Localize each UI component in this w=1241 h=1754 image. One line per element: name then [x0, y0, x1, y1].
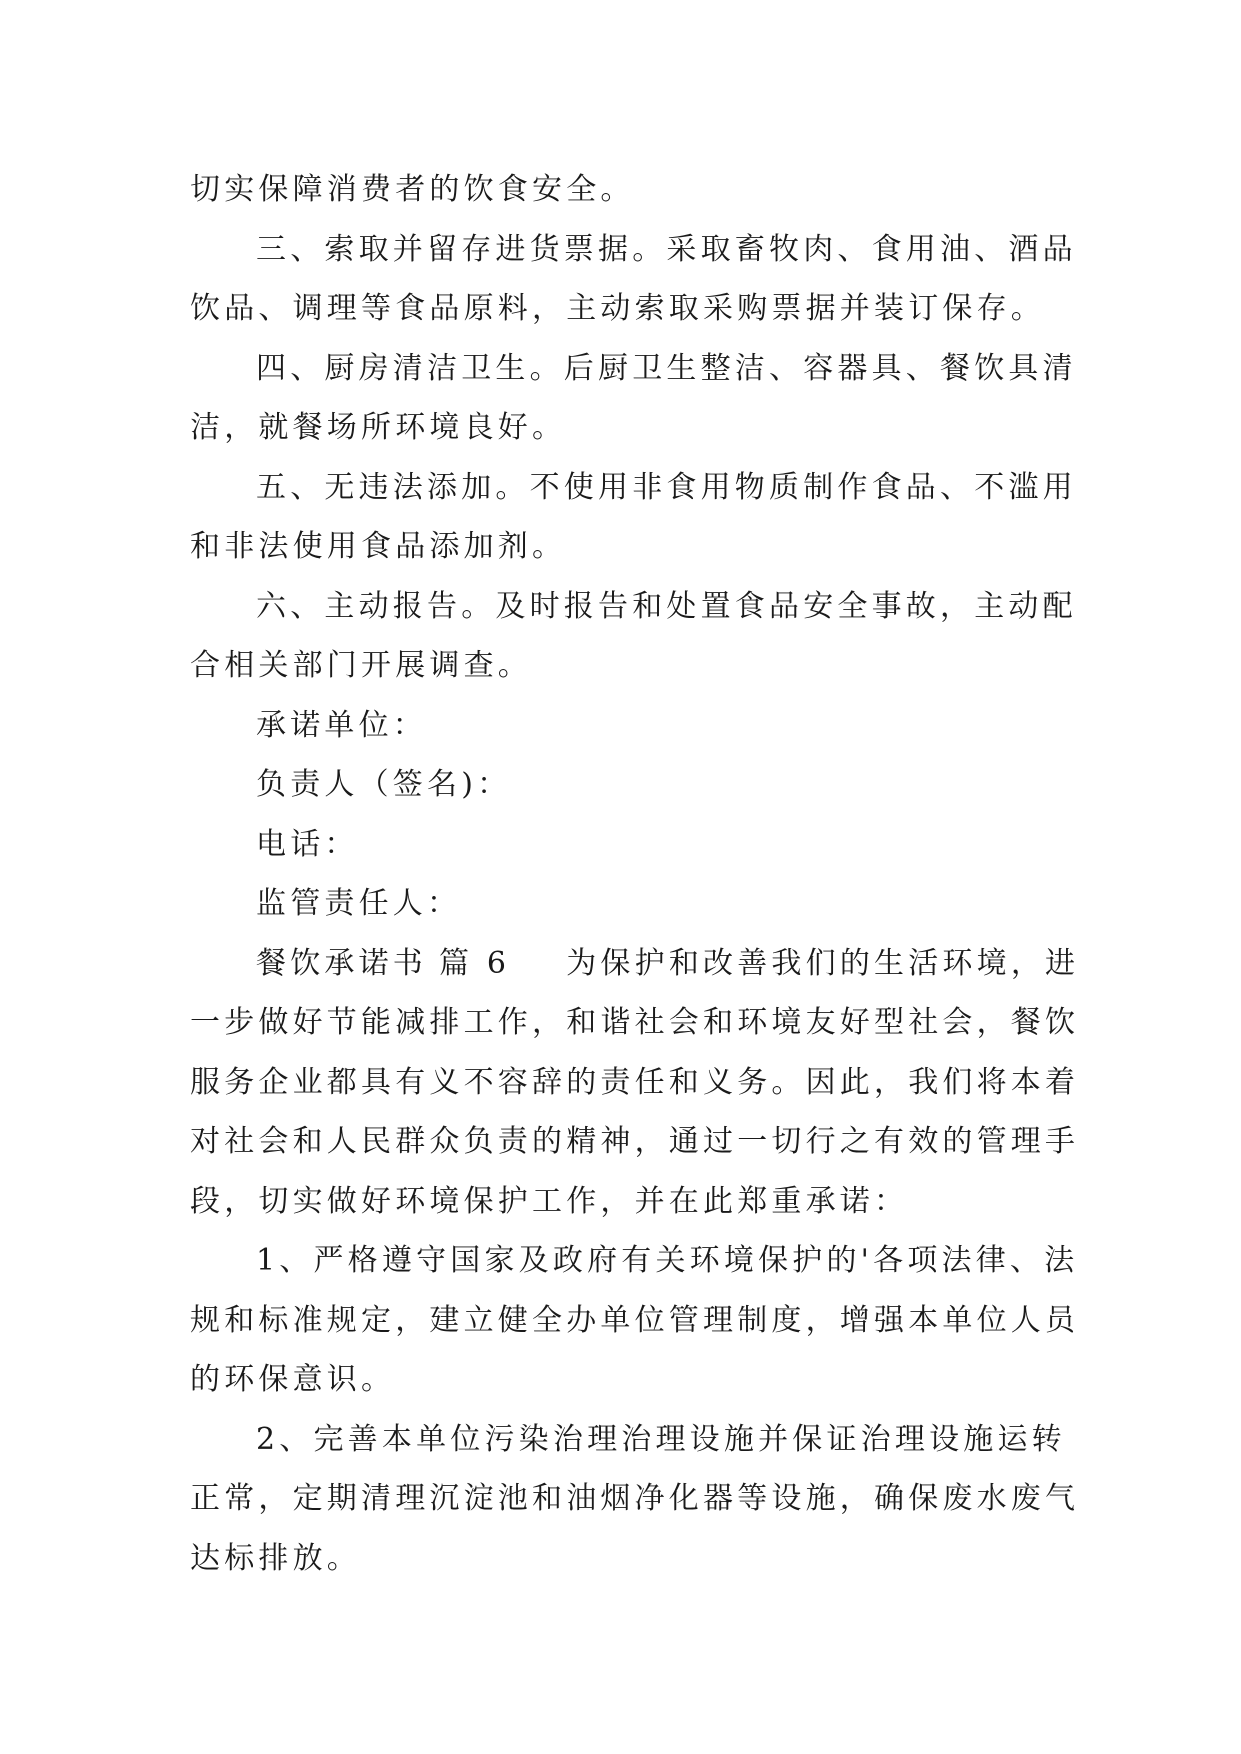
text-line: 五、无违法添加。不使用非食用物质制作食品、不滥用: [256, 469, 1077, 505]
section-intro-start: 为保护和改善我们的生活环境，进: [566, 945, 1080, 981]
text-line: 合相关部门开展调查。: [190, 648, 532, 683]
section-6: [190, 934, 1080, 1589]
text-line: 规和标准规定，建立健全办单位管理制度，增强本单位人员: [190, 1302, 1080, 1338]
document-page: [190, 160, 1080, 1588]
paragraph-block-1: [190, 160, 1077, 934]
text-line: 的环保意识。: [190, 1362, 396, 1397]
text-line: 一步做好节能减排工作，和谐社会和环境友好型社会，餐饮: [190, 1005, 1080, 1040]
text-line: 服务企业都具有义不容辞的责任和义务。因此，我们将本着: [190, 1064, 1080, 1100]
text-line: 对社会和人民群众负责的精神，通过一切行之有效的管理手: [190, 1124, 1080, 1159]
text-line: 段，切实做好环境保护工作，并在此郑重承诺：: [190, 1183, 909, 1219]
section-number: 篇 6: [439, 945, 511, 981]
text-line: 洁，就餐场所环境良好。: [190, 410, 567, 445]
commitment-item-1: 1、严格遵守国家及政府有关环境保护的'各项法律、法: [256, 1243, 1079, 1278]
text-line: 和非法使用食品添加剂。: [190, 529, 567, 564]
text-line: 三、索取并留存进货票据。采取畜牧肉、食用油、酒品: [256, 231, 1077, 267]
responsible-person-label: 负责人（签名)：: [256, 767, 512, 802]
commitment-item-2: 2、完善本单位污染治理治理设施并保证治理设施运转: [256, 1421, 1066, 1457]
text-line: 正常，定期清理沉淀池和油烟净化器等设施，确保废水废气: [190, 1481, 1080, 1516]
text-line: 达标排放。: [190, 1540, 361, 1576]
text-line: 切实保障消费者的饮食安全。: [190, 172, 635, 207]
section-heading-line: [190, 934, 1080, 994]
signature-unit-label: 承诺单位：: [256, 707, 427, 743]
section-title: 餐饮承诺书: [256, 945, 427, 981]
text-line: 四、厨房清洁卫生。后厨卫生整洁、容器具、餐饮具清: [256, 350, 1077, 386]
phone-label: 电话：: [256, 826, 359, 862]
text-line: 六、主动报告。及时报告和处置食品安全事故，主动配: [256, 588, 1077, 624]
text-line: 饮品、调理等食品原料，主动索取采购票据并装订保存。: [190, 291, 1045, 326]
supervisor-label: 监管责任人：: [256, 886, 462, 921]
